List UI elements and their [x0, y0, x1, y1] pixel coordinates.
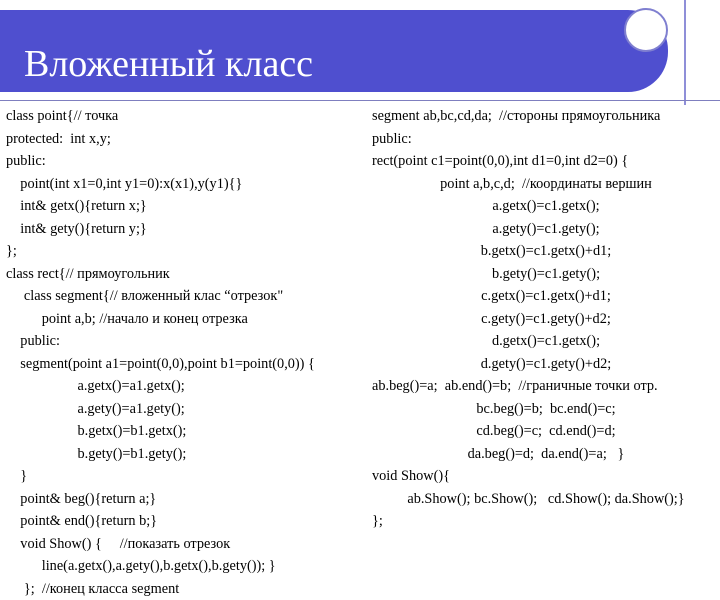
code-line: class segment{// вложенный клас “отрезок": [6, 285, 368, 308]
slide-title: Вложенный класс: [24, 42, 313, 86]
code-line: b.gety()=c1.gety();: [372, 263, 720, 286]
code-line: b.getx()=c1.getx()+d1;: [372, 240, 720, 263]
code-line: };: [6, 240, 368, 263]
code-line: segment ab,bc,cd,da; //стороны прямоугольника: [372, 105, 720, 128]
code-line: da.beg()=d; da.end()=a; }: [372, 443, 720, 466]
code-line: line(a.getx(),a.gety(),b.getx(),b.gety()); }: [6, 555, 368, 578]
right-code-column: [372, 105, 720, 533]
title-banner: [0, 10, 668, 92]
code-line: public:: [6, 330, 368, 353]
code-line: void Show(){: [372, 465, 720, 488]
code-line: rect(point c1=point(0,0),int d1=0,int d2=0) {: [372, 150, 720, 173]
code-line: a.gety()=c1.gety();: [372, 218, 720, 241]
code-line: };: [372, 510, 720, 533]
code-line: c.getx()=c1.getx()+d1;: [372, 285, 720, 308]
code-line: b.getx()=b1.getx();: [6, 420, 368, 443]
code-line: int& gety(){return y;}: [6, 218, 368, 241]
decorative-vertical-line: [684, 0, 686, 105]
decorative-horizontal-line: [0, 100, 720, 101]
code-line: point a,b; //начало и конец отрезка: [6, 308, 368, 331]
code-line: cd.beg()=c; cd.end()=d;: [372, 420, 720, 443]
code-line: c.gety()=c1.gety()+d2;: [372, 308, 720, 331]
code-line: point& beg(){return a;}: [6, 488, 368, 511]
code-line: segment(point a1=point(0,0),point b1=point(0,0)) {: [6, 353, 368, 376]
code-line: ab.beg()=a; ab.end()=b; //граничные точки отр.: [372, 375, 720, 398]
code-line: ab.Show(); bc.Show(); cd.Show(); da.Show();}: [372, 488, 720, 511]
code-line: a.getx()=a1.getx();: [6, 375, 368, 398]
code-line: void Show() { //показать отрезок: [6, 533, 368, 556]
code-line: point& end(){return b;}: [6, 510, 368, 533]
code-line: a.getx()=c1.getx();: [372, 195, 720, 218]
code-line: class rect{// прямоугольник: [6, 263, 368, 286]
code-line: d.getx()=c1.getx();: [372, 330, 720, 353]
code-line: point a,b,c,d; //координаты вершин: [372, 173, 720, 196]
code-line: public:: [6, 150, 368, 173]
left-code-column: [6, 105, 368, 600]
code-line: public:: [372, 128, 720, 151]
code-line: d.gety()=c1.gety()+d2;: [372, 353, 720, 376]
code-line: b.gety()=b1.gety();: [6, 443, 368, 466]
code-line: point(int x1=0,int y1=0):x(x1),y(y1){}: [6, 173, 368, 196]
code-line: bc.beg()=b; bc.end()=c;: [372, 398, 720, 421]
code-line: }; //конец класса segment: [6, 578, 368, 600]
code-line: a.gety()=a1.gety();: [6, 398, 368, 421]
decorative-circle: [624, 8, 668, 52]
code-line: protected: int x,y;: [6, 128, 368, 151]
code-line: int& getx(){return x;}: [6, 195, 368, 218]
code-line: class point{// точка: [6, 105, 368, 128]
code-line: }: [6, 465, 368, 488]
